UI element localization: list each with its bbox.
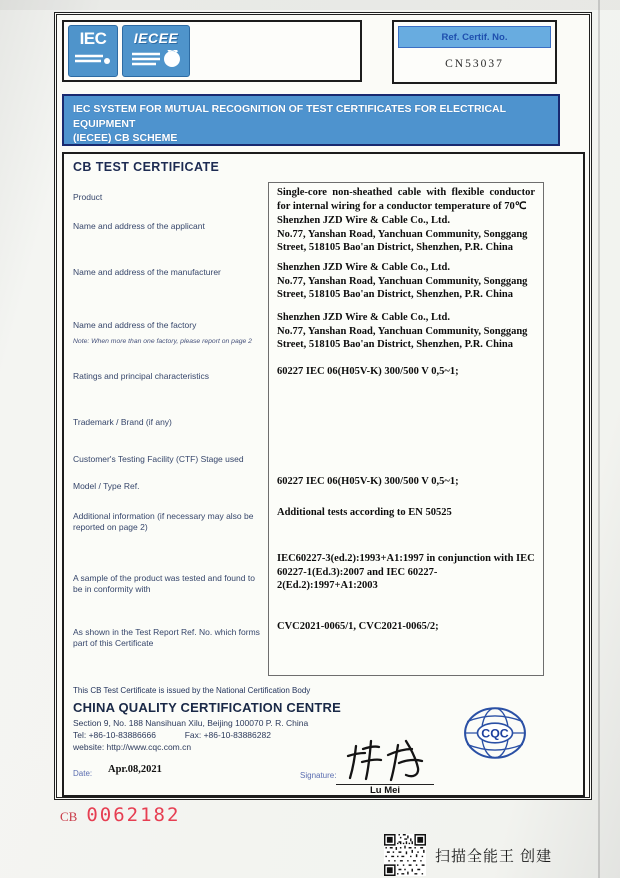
ref-certif-box	[392, 20, 557, 84]
certification-body-website: website: http://www.cqc.com.cn	[73, 742, 192, 752]
certificate-title: CB TEST CERTIFICATE	[73, 160, 220, 174]
iec-logo-text: IEC	[79, 29, 107, 48]
iec-logo-lines-icon	[73, 52, 113, 66]
signature-label: Signature:	[300, 771, 337, 780]
value-applicant-company: Shenzhen JZD Wire & Cable Co., Ltd.	[277, 215, 450, 226]
value-manufacturer	[277, 261, 535, 302]
iec-logo-icon	[68, 25, 118, 77]
iecee-logo-lines-icon	[128, 50, 184, 68]
label-factory-note: Note: When more than one factory, please report on page 2	[73, 338, 252, 345]
value-applicant-address: No.77, Yanshan Road, Yanchuan Community, Songgang Street, 518105 Bao'an District, Shenzhen, P.R. China	[277, 228, 528, 253]
date-value: Apr.08,2021	[108, 764, 162, 775]
label-ratings: Ratings and principal characteristics	[73, 371, 210, 381]
scan-artifact-right	[598, 0, 600, 878]
certification-body-fax: Fax: +86-10-83886282	[184, 730, 271, 740]
value-product: Single-core non-sheathed cable with flexible conductor for internal wiring for a conductor temperature of 70℃	[277, 187, 535, 212]
label-conformity: A sample of the product was tested and found to be in conformity with	[73, 573, 255, 594]
value-factory-address: No.77, Yanshan Road, Yanchuan Community, Songgang Street, 518105 Bao'an District, Shenzhen, P.R. China	[277, 325, 528, 350]
certificate-body	[62, 152, 585, 797]
label-model: Model / Type Ref.	[73, 481, 140, 491]
scheme-banner-line1: IEC SYSTEM FOR MUTUAL RECOGNITION OF TEST CERTIFICATES FOR ELECTRICAL EQUIPMENT	[73, 103, 506, 130]
handwritten-signature	[340, 736, 440, 782]
value-model: 60227 IEC 06(H05V-K) 300/500 V 0,5~1;	[277, 476, 459, 487]
value-factory	[277, 311, 535, 352]
label-applicant: Name and address of the applicant	[73, 221, 205, 231]
date-label: Date:	[73, 769, 93, 778]
scanner-note-text: 扫描全能王 创建	[435, 847, 553, 865]
scan-artifact-top	[0, 0, 620, 10]
value-manufacturer-company: Shenzhen JZD Wire & Cable Co., Ltd.	[277, 262, 450, 273]
value-factory-company: Shenzhen JZD Wire & Cable Co., Ltd.	[277, 312, 450, 323]
label-additional-info: Additional information (if necessary may also be reported on page 2)	[73, 511, 254, 532]
certification-body-name: CHINA QUALITY CERTIFICATION CENTRE	[73, 700, 341, 715]
qr-code-icon	[384, 834, 426, 876]
cqc-logo-icon	[462, 706, 528, 760]
value-ratings: 60227 IEC 06(H05V-K) 300/500 V 0,5~1;	[277, 366, 459, 377]
cb-certificate-number	[60, 804, 180, 826]
label-ctf: Customer's Testing Facility (CTF) Stage used	[73, 454, 244, 464]
label-test-report: As shown in the Test Report Ref. No. which forms part of this Certificate	[73, 627, 260, 648]
cb-prefix: CB	[60, 809, 78, 824]
cqc-logo-text: CQC	[481, 726, 509, 741]
ref-certif-value: CN53037	[445, 58, 504, 70]
iecee-logo-icon	[122, 25, 190, 77]
logos-box	[62, 20, 362, 82]
cb-number: 0062182	[86, 804, 181, 826]
scheme-banner	[62, 94, 560, 146]
label-factory: Name and address of the factory	[73, 320, 197, 330]
value-manufacturer-address: No.77, Yanshan Road, Yanchuan Community, Songgang Street, 518105 Bao'an District, Shenzhen, P.R. China	[277, 275, 528, 300]
signature-name: Lu Mei	[369, 785, 401, 796]
scanner-watermark	[384, 834, 552, 876]
label-trademark: Trademark / Brand (if any)	[73, 417, 172, 427]
scheme-banner-line2: (IECEE) CB SCHEME	[73, 132, 178, 145]
value-applicant	[277, 214, 535, 255]
label-product: Product	[73, 192, 103, 202]
issued-by-statement: This CB Test Certificate is issued by the National Certification Body	[73, 686, 311, 695]
certificate-frame	[54, 12, 592, 800]
certification-body-telfax	[73, 730, 271, 740]
certification-body-tel: Tel: +86-10-83886666	[73, 730, 156, 740]
value-conformity: IEC60227-3(ed.2):1993+A1:1997 in conjunction with IEC 60227-1(Ed.3):2007 and IEC 60227-2(Ed.2):1997+A1:2003	[277, 553, 535, 591]
value-additional-info: Additional tests according to EN 50525	[277, 507, 452, 518]
ref-certif-label: Ref. Certif. No.	[398, 26, 551, 48]
label-manufacturer: Name and address of the manufacturer	[73, 267, 221, 277]
values-box	[268, 182, 544, 676]
value-test-report: CVC2021-0065/1, CVC2021-0065/2;	[277, 621, 439, 632]
certification-body-address: Section 9, No. 188 Nansihuan Xilu, Beijing 100070 P. R. China	[73, 718, 309, 728]
iecee-logo-text: IECEE	[133, 30, 179, 46]
